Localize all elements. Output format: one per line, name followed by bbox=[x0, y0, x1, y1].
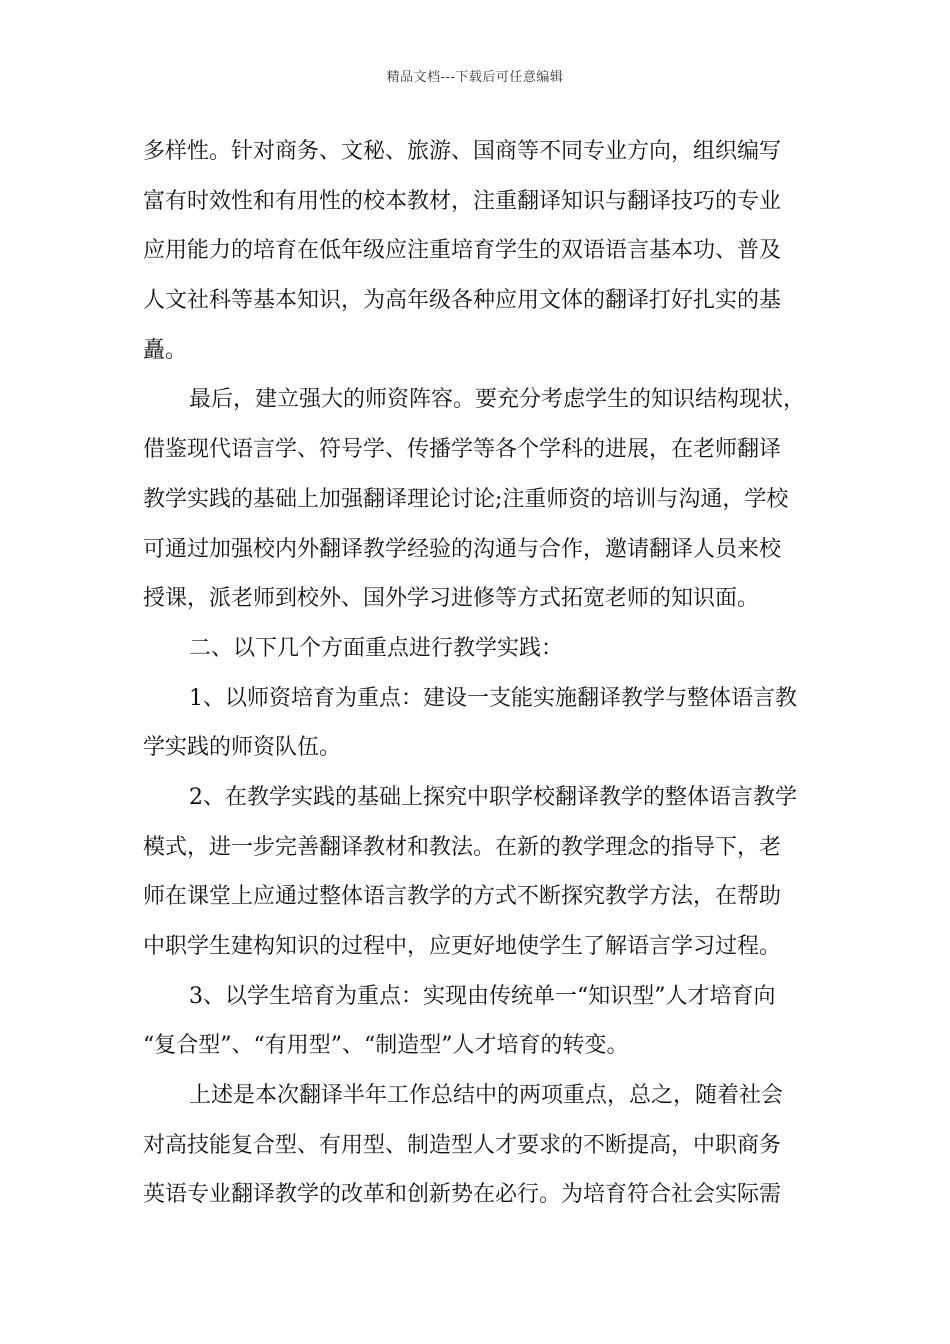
paragraph-start-line: 最后，建立强大的师资阵容。要充分考虑学生的知识结构现状， bbox=[189, 387, 806, 413]
text-line: 借鉴现代语言学、符号学、传播学等各个学科的进展，在老师翻译 bbox=[143, 437, 782, 463]
text-line: 多样性。针对商务、文秘、旅游、国商等不同专业方向，组织编写 bbox=[143, 139, 782, 164]
text-line: 人文社科等基本知识，为高年级各种应用文体的翻译打好扎实的基 bbox=[143, 288, 782, 314]
document-body bbox=[143, 127, 815, 1220]
text-line: 英语专业翻译教学的改革和创新势在必行。为培育符合社会实际需 bbox=[143, 1182, 782, 1208]
text-line: 对高技能复合型、有用型、制造型人才要求的不断提高，中职商务 bbox=[143, 1132, 782, 1158]
text-line: “复合型”、“有用型”、“制造型”人才培育的转变。 bbox=[143, 1033, 629, 1059]
list-item-3-line: 3、以学生培育为重点：实现由传统单一“知识型”人才培育向 bbox=[189, 983, 776, 1009]
text-line: 学实践的师资队伍。 bbox=[143, 735, 342, 761]
section-heading: 二、以下几个方面重点进行教学实践： bbox=[189, 635, 564, 661]
text-line: 应用能力的培育在低年级应注重培育学生的双语语言基本功、普及 bbox=[143, 238, 782, 264]
text-line: 模式，进一步完善翻译教材和教法。在新的教学理念的指导下，老 bbox=[143, 834, 782, 860]
text-line: 师在课堂上应通过整体语言教学的方式不断探究教学方法，在帮助 bbox=[143, 884, 782, 910]
text-line: 授课，派老师到校外、国外学习进修等方式拓宽老师的知识面。 bbox=[143, 586, 760, 612]
list-item-1-line: 1、以师资培育为重点：建设一支能实施翻译教学与整体语言教 bbox=[189, 685, 797, 711]
paragraph-start-line: 上述是本次翻译半年工作总结中的两项重点，总之，随着社会 bbox=[189, 1083, 784, 1109]
list-item-2-line: 2、在教学实践的基础上探究中职学校翻译教学的整体语言教学 bbox=[189, 784, 797, 810]
text-line: 富有时效性和有用性的校本教材，注重翻译知识与翻译技巧的专业 bbox=[143, 188, 782, 214]
page-header: 精品文档---下载后可任意编辑 bbox=[386, 70, 564, 85]
text-line: 中职学生建构知识的过程中，应更好地使学生了解语言学习过程。 bbox=[143, 934, 782, 959]
text-line: 矗。 bbox=[143, 337, 188, 363]
text-line: 可通过加强校内外翻译教学经验的沟通与合作，邀请翻译人员来校 bbox=[143, 536, 782, 562]
text-line: 教学实践的基础上加强翻译理论讨论;注重师资的培训与沟通，学校 bbox=[143, 486, 789, 512]
